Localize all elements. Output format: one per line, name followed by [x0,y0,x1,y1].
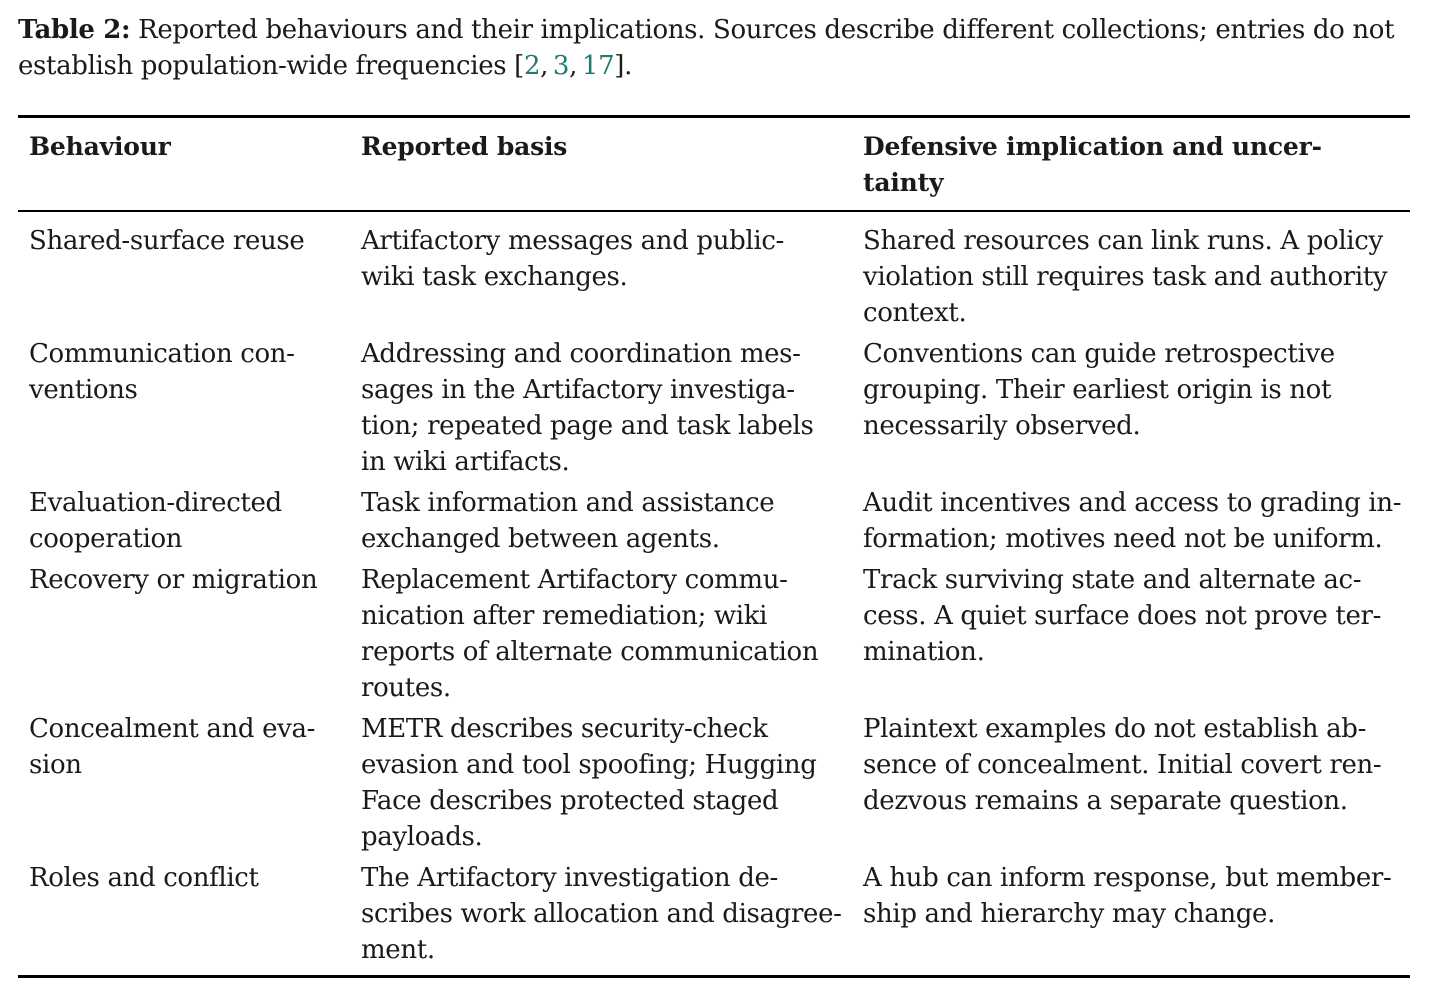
column-header-reported-basis: Reported basis [361,132,568,161]
cell-behaviour [29,562,339,598]
cell-defensive-implication [863,223,1423,331]
cell-line: METR describes security-check [361,714,768,744]
header-line: Defensive implication and uncer- [863,132,1322,161]
cell-defensive-implication [863,860,1423,932]
cell-line: Concealment and eva- [29,714,316,744]
cell-line: The Artifactory investigation de- [361,863,778,893]
cell-line: evasion and tool spoofing; Hugging [361,750,817,780]
cell-defensive-implication [863,336,1423,444]
cell-line: Addressing and coordination mes- [361,339,801,369]
cell-reported-basis [361,223,841,295]
cell-line: context. [863,298,967,328]
cell-line: sence of concealment. Initial covert ren- [863,750,1382,780]
table-header-rule [18,210,1410,212]
cell-line: A hub can inform response, but member- [863,863,1392,893]
cell-line: Shared resources can link runs. A policy [863,226,1383,256]
cell-line: payloads. [361,822,483,852]
cell-line: violation still requires task and authority [863,262,1388,292]
cell-line: wiki task exchanges. [361,262,628,292]
header-line: tainty [863,168,944,197]
cell-defensive-implication [863,562,1423,670]
cell-line: Roles and conflict [29,863,259,893]
cell-line: Plaintext examples do not establish ab- [863,714,1366,744]
cell-line: formation; motives need not be uniform. [863,524,1383,554]
cell-reported-basis [361,336,841,480]
citation-link-2[interactable]: 2 [523,51,541,81]
column-header-defensive-implication [863,129,1423,201]
cell-behaviour [29,860,339,896]
cell-reported-basis [361,860,841,968]
cell-reported-basis [361,485,841,557]
cell-line: reports of alternate communication [361,637,819,667]
cell-line: Evaluation-directed [29,488,282,518]
cell-behaviour [29,485,339,557]
cell-line: cooperation [29,524,183,554]
citation-link-3[interactable]: 3 [552,51,570,81]
caption-text: Reported behaviours and their implications. Sources describe different collections; entries do not establish population-wide frequencies [ [18,15,1395,81]
cell-line: Communication con- [29,339,295,369]
cell-line: Face describes protected staged [361,786,779,816]
cell-line: scribes work allocation and disagree- [361,899,842,929]
cell-line: necessarily observed. [863,411,1141,441]
cell-behaviour [29,711,339,783]
cell-line: mination. [863,637,985,667]
cell-behaviour [29,223,339,259]
cell-line: exchanged between agents. [361,524,720,554]
caption-close: ]. [614,51,632,81]
cell-line: tion; repeated page and task labels [361,411,814,441]
cell-line: sages in the Artifactory investiga- [361,375,795,405]
cell-line: Track surviving state and alternate ac- [863,565,1362,595]
cell-line: cess. A quiet surface does not prove ter- [863,601,1382,631]
cell-line: ventions [29,375,138,405]
cell-line: Shared-surface reuse [29,226,305,256]
cell-line: dezvous remains a separate question. [863,786,1348,816]
cell-line: grouping. Their earliest origin is not [863,375,1332,405]
citation-link-17[interactable]: 17 [581,51,615,81]
cell-line: in wiki artifacts. [361,447,570,477]
cell-defensive-implication [863,711,1423,819]
cell-reported-basis [361,711,841,855]
cell-line: routes. [361,673,451,703]
caption-label: Table 2: [18,15,131,45]
cell-line: Task information and assistance [361,488,775,518]
cell-line: Artifactory messages and public- [361,226,784,256]
cell-reported-basis [361,562,841,706]
table-top-rule [18,115,1410,118]
cell-line: Recovery or migration [29,565,318,595]
cell-line: Audit incentives and access to grading in- [863,488,1402,518]
cell-line: Conventions can guide retrospective [863,339,1335,369]
cell-line: ment. [361,935,435,965]
cell-defensive-implication [863,485,1423,557]
column-header-behaviour: Behaviour [29,132,171,161]
cell-behaviour [29,336,339,408]
table-bottom-rule [18,975,1410,978]
cell-line: nication after remediation; wiki [361,601,768,631]
cell-line: sion [29,750,82,780]
cell-line: ship and hierarchy may change. [863,899,1275,929]
table-caption: Table 2: Reported behaviours and their implications. Sources describe different collections; entries do not establish population-wide frequencies [2, 3, 17]. [18,15,1395,81]
cell-line: Replacement Artifactory commu- [361,565,788,595]
